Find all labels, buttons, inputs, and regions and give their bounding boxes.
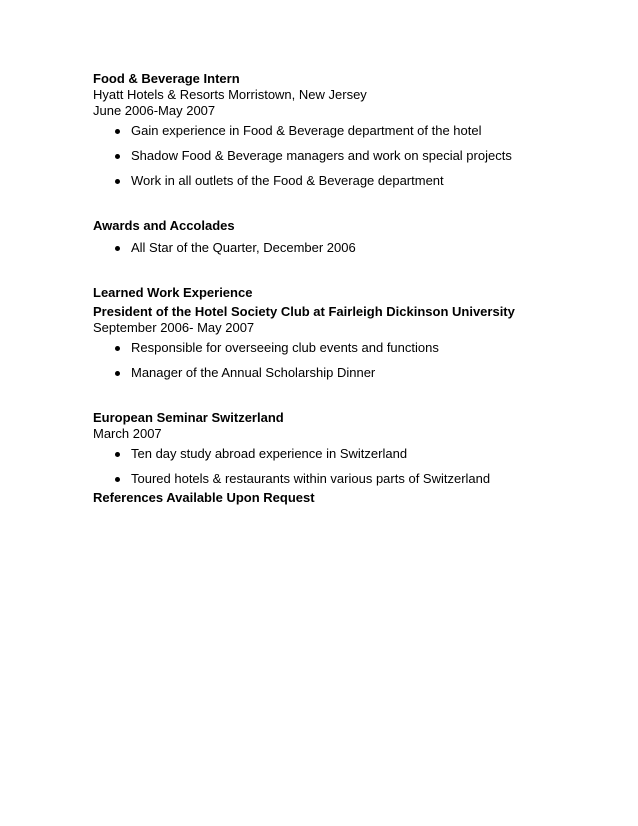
learned-bullet-list <box>93 340 603 381</box>
bullet-icon <box>115 371 120 376</box>
resume-page <box>93 71 603 506</box>
seminar-section <box>93 410 603 506</box>
list-item: Work in all outlets of the Food & Beverage department <box>93 173 603 189</box>
seminar-bullet-list <box>93 446 603 487</box>
bullet-icon <box>115 346 120 351</box>
bullet-icon <box>115 477 120 482</box>
bullet-icon <box>115 246 120 251</box>
awards-bullet-list <box>93 240 603 256</box>
learned-heading: Learned Work Experience <box>93 285 253 300</box>
list-item: Toured hotels & restaurants within various parts of Switzerland <box>93 471 603 487</box>
list-item: Gain experience in Food & Beverage department of the hotel <box>93 123 603 139</box>
list-item: All Star of the Quarter, December 2006 <box>93 240 603 256</box>
list-item: Ten day study abroad experience in Switzerland <box>93 446 603 462</box>
bullet-icon <box>115 129 120 134</box>
seminar-heading: European Seminar Switzerland <box>93 410 284 425</box>
intern-section <box>93 71 603 189</box>
intern-employer: Hyatt Hotels & Resorts Morristown, New Jersey <box>93 87 367 102</box>
awards-heading: Awards and Accolades <box>93 218 235 233</box>
references-note: References Available Upon Request <box>93 490 315 505</box>
bullet-icon <box>115 452 120 457</box>
list-item: Manager of the Annual Scholarship Dinner <box>93 365 603 381</box>
learned-role: President of the Hotel Society Club at Fairleigh Dickinson University <box>93 304 515 319</box>
list-item: Responsible for overseeing club events and functions <box>93 340 603 356</box>
intern-bullet-list <box>93 123 603 189</box>
bullet-icon <box>115 179 120 184</box>
awards-section <box>93 218 603 256</box>
intern-dates: June 2006-May 2007 <box>93 103 216 118</box>
intern-title: Food & Beverage Intern <box>93 71 240 86</box>
seminar-dates: March 2007 <box>93 426 162 441</box>
learned-dates: September 2006- May 2007 <box>93 320 255 335</box>
learned-section <box>93 285 603 381</box>
bullet-icon <box>115 154 120 159</box>
list-item: Shadow Food & Beverage managers and work on special projects <box>93 148 603 164</box>
